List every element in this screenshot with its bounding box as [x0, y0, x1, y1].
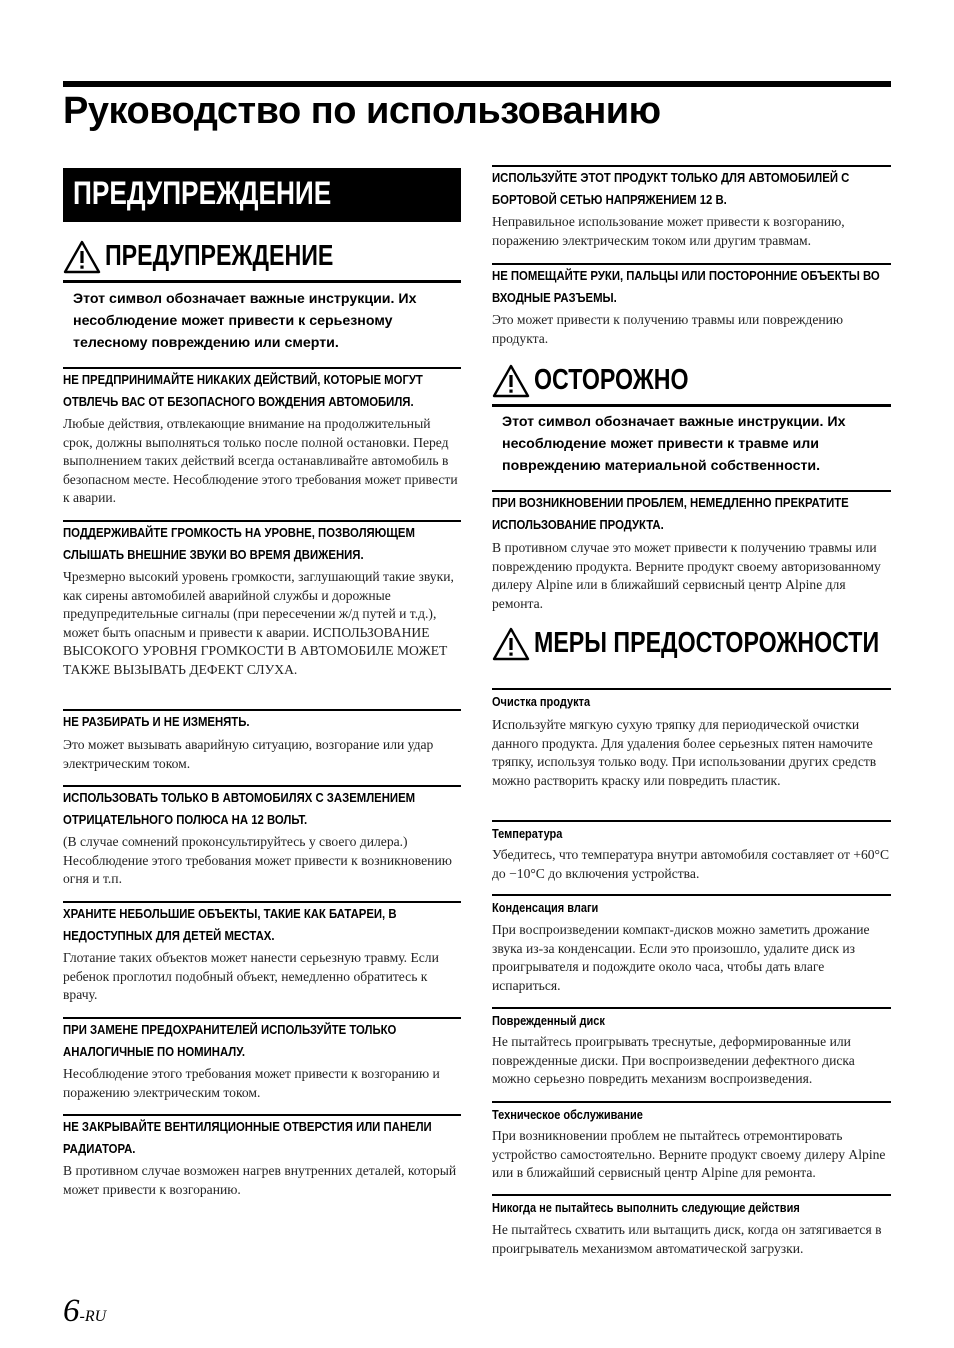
warning-item-heading: ХРАНИТЕ НЕБОЛЬШИЕ ОБЪЕКТЫ, ТАКИЕ КАК БАТАРЕИ, В НЕДОСТУПНЫХ ДЛЯ ДЕТЕЙ МЕСТАХ.: [63, 906, 397, 943]
warning-item-text: (В случае сомнений проконсультируйтесь у своего дилера.) Несоблюдение этого требования может привести к возникновению огня и т.п.: [63, 834, 452, 887]
warning-item-heading: НЕ ПОМЕЩАЙТЕ РУКИ, ПАЛЬЦЫ ИЛИ ПОСТОРОННИЕ ОБЪЕКТЫ ВО ВХОДНЫЕ РАЗЪЕМЫ.: [492, 268, 880, 305]
warning-item-text: Это может привести к получению травмы или повреждению продукта.: [492, 312, 844, 346]
precaution-item-heading: Никогда не пытайтесь выполнить следующие действия: [492, 1200, 800, 1215]
section-rule: [492, 820, 891, 822]
caution-heading: [492, 362, 891, 406]
precaution-item-heading: Температура: [492, 826, 563, 841]
precaution-item-text: При возникновении проблем не пытайтесь отремонтировать устройство самостоятельно. Верните продукт своему дилеру Alpine или в ближайший сервисный центр Alpine для ремонта.: [492, 1128, 886, 1181]
warning-item-heading: НЕ РАЗБИРАТЬ И НЕ ИЗМЕНЯТЬ.: [63, 714, 250, 729]
warning-triangle-icon: [63, 240, 101, 274]
precautions-triangle-icon: [492, 627, 530, 661]
warning-banner-label: ПРЕДУПРЕЖДЕНИЕ: [73, 175, 332, 211]
section-rule: [492, 688, 891, 690]
section-rule: [492, 1194, 891, 1196]
precaution-item-heading: Конденсация влаги: [492, 900, 599, 915]
precaution-item-text: Не пытайтесь схватить или вытащить диск, когда он затягивается в проигрыватель механизмом автоматической загрузки.: [492, 1222, 882, 1256]
precaution-item-text: Не пытайтесь проигрывать треснутые, деформированные или поврежденные диски. При воспроизведении дефектного диска можно серьезно повредить механизм воспроизведения.: [492, 1034, 855, 1087]
warning-item-text: Неправильное использование может привести к возгоранию, поражению электрическим током или другим травмам.: [492, 214, 845, 248]
precaution-item-heading: Поврежденный диск: [492, 1013, 605, 1028]
precautions-heading-label: МЕРЫ ПРЕДОСТОРОЖНОСТИ: [534, 627, 880, 659]
warning-item-text: В противном случае возможен нагрев внутренних деталей, который может привести к возгоранию.: [63, 1163, 457, 1197]
warning-heading: [63, 238, 461, 282]
warning-item-heading: ИСПОЛЬЗОВАТЬ ТОЛЬКО В АВТОМОБИЛЯХ С ЗАЗЕМЛЕНИЕМ ОТРИЦАТЕЛЬНОГО ПОЛЮСА НА 12 ВОЛЬТ.: [63, 790, 416, 827]
section-rule: [492, 1007, 891, 1009]
warning-item-text: Любые действия, отвлекающие внимание на продолжительный срок, должны выполняться только после полной остановки. Перед выполнением таких действий всегда останавливайте автомобиль в безопасном месте. Несоблюдение этого требования может привести к аварии.: [63, 416, 458, 506]
warning-item-heading: НЕ ПРЕДПРИНИМАЙТЕ НИКАКИХ ДЕЙСТВИЙ, КОТОРЫЕ МОГУТ ОТВЛЕЧЬ ВАС ОТ БЕЗОПАСНОГО ВОЖДЕНИЯ АВТОМОБИЛЯ.: [63, 372, 423, 409]
caution-notice: Этот символ обозначает важные инструкции. Их несоблюдение может привести к травме или повреждению материальной собственности.: [502, 414, 846, 474]
precaution-item-heading: Техническое обслуживание: [492, 1107, 643, 1122]
precaution-item-text: При воспроизведении компакт-дисков можно заметить дрожание звука из-за конденсации. Если это произошло, удалите диск из проигрывателя и подождите около часа, чтобы дать влаге испариться.: [492, 922, 870, 993]
warning-item-text: Это может вызывать аварийную ситуацию, возгорание или удар электрическим током.: [63, 737, 434, 771]
section-rule: [492, 1101, 891, 1103]
page-number-suffix: -RU: [79, 1308, 107, 1325]
page-number: [63, 1293, 106, 1330]
caution-heading-rule: [492, 404, 891, 407]
precaution-item-heading: Очистка продукта: [492, 694, 591, 709]
warning-heading-label: ПРЕДУПРЕЖДЕНИЕ: [105, 240, 334, 272]
warning-banner: [63, 168, 461, 222]
precautions-heading: [492, 625, 891, 669]
section-rule: [492, 894, 891, 896]
caution-triangle-icon: [492, 364, 530, 398]
caution-item-heading: ПРИ ВОЗНИКНОВЕНИИ ПРОБЛЕМ, НЕМЕДЛЕННО ПРЕКРАТИТЕ ИСПОЛЬЗОВАНИЕ ПРОДУКТА.: [492, 495, 849, 532]
warning-item-heading: ИСПОЛЬЗУЙТЕ ЭТОТ ПРОДУКТ ТОЛЬКО ДЛЯ АВТОМОБИЛЕЙ С БОРТОВОЙ СЕТЬЮ НАПРЯЖЕНИЕМ 12 В.: [492, 170, 850, 207]
top-rule: [63, 81, 891, 87]
precaution-item-text: Используйте мягкую сухую тряпку для периодической очистки данного продукта. Для удаления более серьезных пятен намочите тряпку, используя только воду. При использовании других средств можно растворить краску или повредить пластик.: [492, 717, 877, 788]
warning-item-text: Глотание таких объектов может нанести серьезную травму. Если ребенок проглотил подобный объект, немедленно обратитесь к врачу.: [63, 950, 439, 1003]
warning-heading-rule: [63, 280, 461, 283]
warning-notice: Этот символ обозначает важные инструкции. Их несоблюдение может привести к серьезному телесному повреждению или смерти.: [73, 291, 417, 351]
warning-item-heading: ПРИ ЗАМЕНЕ ПРЕДОХРАНИТЕЛЕЙ ИСПОЛЬЗУЙТЕ ТОЛЬКО АНАЛОГИЧНЫЕ ПО НОМИНАЛУ.: [63, 1022, 397, 1059]
warning-item-heading: НЕ ЗАКРЫВАЙТЕ ВЕНТИЛЯЦИОННЫЕ ОТВЕРСТИЯ ИЛИ ПАНЕЛИ РАДИАТОРА.: [63, 1119, 432, 1156]
page-title: Руководство по использованию: [63, 90, 661, 132]
warning-item-heading: ПОДДЕРЖИВАЙТЕ ГРОМКОСТЬ НА УРОВНЕ, ПОЗВОЛЯЮЩЕМ СЛЫШАТЬ ВНЕШНИЕ ЗВУКИ ВО ВРЕМЯ ДВИЖЕНИЯ.: [63, 525, 415, 562]
warning-item-text: Несоблюдение этого требования может привести к возгоранию и поражению электрическим током.: [63, 1066, 440, 1100]
warning-item-text: Чрезмерно высокий уровень громкости, заглушающий такие звуки, как сирены автомобилей аварийной службы и дорожные предупредительные сигналы (при пересечении ж/д путей и т.д.), может быть опасным и привести к аварии. ИСПОЛЬЗОВАНИЕ ВЫСОКОГО УРОВНЯ ГРОМКОСТИ В АВТОМОБИЛЕ МОЖЕТ ТАКЖЕ ВЫЗЫВАТЬ ДЕФЕКТ СЛУХА.: [63, 569, 454, 677]
precaution-item-text: Убедитесь, что температура внутри автомобиля составляет от +60°C до −10°C до включения устройства.: [492, 847, 890, 881]
caution-heading-label: ОСТОРОЖНО: [534, 364, 689, 396]
caution-item-text: В противном случае это может привести к получению травмы или повреждению продукта. Верните продукт своему авторизованному дилеру Alpine или в ближайший сервисный центр Alpine для ремонта.: [492, 540, 881, 611]
page-number-value: 6: [63, 1293, 80, 1329]
